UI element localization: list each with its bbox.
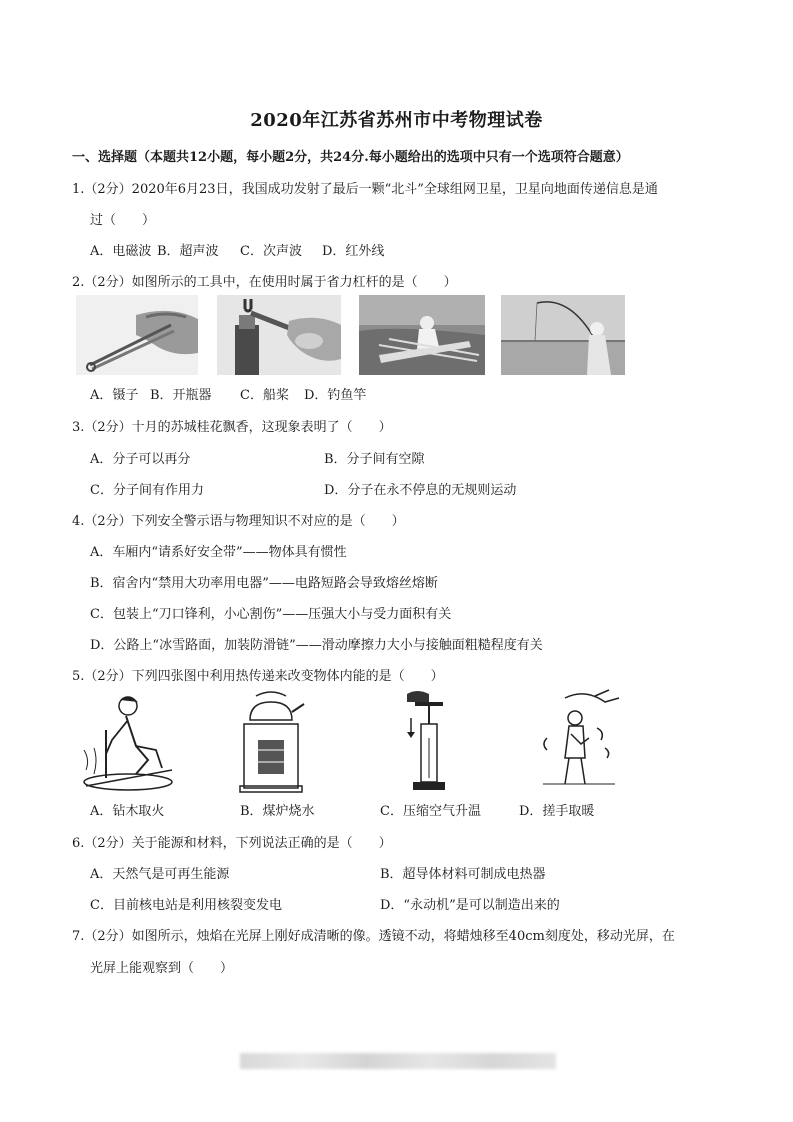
q2-option-b[interactable]: B．开瓶器: [150, 388, 212, 403]
question-4-stem: 4.（2分）下列安全警示语与物理知识不对应的是（ ）: [72, 514, 405, 529]
section-heading: 一、选择题（本题共12小题，每小题2分，共24分.每小题给出的选项中只有一个选项符合题意）: [72, 150, 629, 165]
bottle-opener-photo: [217, 295, 341, 375]
q5-option-a[interactable]: A．钻木取火: [90, 804, 165, 819]
q1-option-d[interactable]: D．红外线: [322, 244, 385, 259]
rubbing-hands-sketch: [535, 688, 621, 794]
q2-option-d[interactable]: D．钓鱼竿: [304, 388, 367, 403]
rowing-photo: [359, 295, 485, 375]
blurred-footer: [240, 1053, 556, 1069]
q6-option-d[interactable]: D．“永动机”是可以制造出来的: [380, 898, 560, 913]
q3-option-d[interactable]: D．分子在永不停息的无规则运动: [324, 483, 517, 498]
q3-option-a[interactable]: A．分子可以再分: [90, 452, 191, 467]
drilling-wood-sketch: [76, 690, 176, 794]
coal-stove-kettle-sketch: [236, 690, 306, 794]
q6-option-b[interactable]: B．超导体材料可制成电热器: [380, 867, 546, 882]
q4-option-b[interactable]: B．宿舍内“禁用大功率用电器”——电路短路会导致熔丝熔断: [90, 576, 438, 591]
q4-option-a[interactable]: A．车厢内“请系好安全带”——物体具有惯性: [90, 545, 347, 560]
q4-option-d[interactable]: D．公路上“冰雪路面，加装防滑链”——滑动摩擦力大小与接触面粗糙程度有关: [90, 638, 543, 653]
q5-option-c[interactable]: C．压缩空气升温: [380, 804, 481, 819]
fishing-photo: [501, 295, 625, 375]
question-3-stem: 3.（2分）十月的苏城桂花飘香，这现象表明了（ ）: [72, 420, 392, 435]
question-7-stem: 7.（2分）如图所示，烛焰在光屏上刚好成清晰的像。透镜不动，将蜡烛移至40cm刻度处，移动光屏，在: [72, 929, 675, 944]
question-1-stem-cont: 过（ ）: [90, 213, 156, 228]
tweezers-photo: [76, 295, 198, 375]
question-6-stem: 6.（2分）关于能源和材料，下列说法正确的是（ ）: [72, 836, 392, 851]
question-5-stem: 5.（2分）下列四张图中利用热传递来改变物体内能的是（ ）: [72, 669, 444, 684]
q6-option-a[interactable]: A．天然气是可再生能源: [90, 867, 230, 882]
air-pump-sketch: [399, 688, 459, 794]
q4-option-c[interactable]: C．包装上“刀口锋利，小心割伤”——压强大小与受力面积有关: [90, 607, 452, 622]
q5-option-b[interactable]: B．煤炉烧水: [240, 804, 315, 819]
q5-option-d[interactable]: D．搓手取暖: [519, 804, 595, 819]
question-7-stem-cont: 光屏上能观察到（ ）: [90, 961, 234, 976]
q2-option-a[interactable]: A．镊子: [90, 388, 139, 403]
page-title: 2020年江苏省苏州市中考物理试卷: [250, 110, 543, 131]
q1-option-c[interactable]: C．次声波: [240, 244, 302, 259]
question-1-stem: 1.（2分）2020年6月23日，我国成功发射了最后一颗“北斗”全球组网卫星，卫星向地面传递信息是通: [72, 182, 658, 197]
question-2-stem: 2.（2分）如图所示的工具中，在使用时属于省力杠杆的是（ ）: [72, 275, 457, 290]
q1-option-a[interactable]: A．电磁波: [90, 244, 152, 259]
q3-option-c[interactable]: C．分子间有作用力: [90, 483, 204, 498]
q2-option-c[interactable]: C．船桨: [240, 388, 289, 403]
q3-option-b[interactable]: B．分子间有空隙: [324, 452, 425, 467]
q1-option-b[interactable]: B．超声波: [157, 244, 219, 259]
q6-option-c[interactable]: C．目前核电站是利用核裂变发电: [90, 898, 282, 913]
